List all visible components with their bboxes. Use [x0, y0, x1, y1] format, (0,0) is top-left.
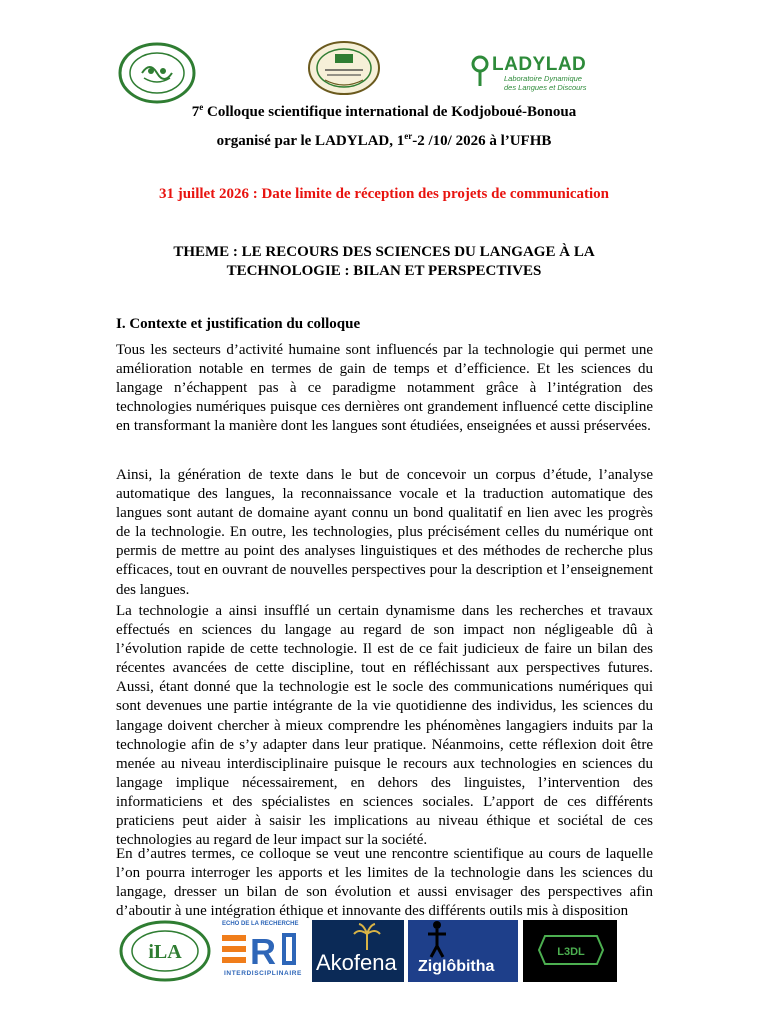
ladylad-name: LADYLAD — [492, 54, 587, 75]
theme-heading: THEME : LE RECOURS DES SCIENCES DU LANGAGE À LA TECHNOLOGIE : BILAN ET PERSPECTIVES — [173, 244, 595, 279]
ziglobitha-text: Ziglôbitha — [418, 958, 495, 975]
deadline-notice: 31 juillet 2026 : Date limite de réception des projets de communication — [158, 186, 610, 202]
paragraph: La technologie a ainsi insufflé un certain dynamisme dans les recherches et travaux effectués en sciences du langage au regard de son impact non négligeable dû à l’évolution rapide de cette technologie. Il est de ce fait judicieux de faire un bilan des récentes avancées de cette discipline, tout en réfléchissant aux perspectives futures. Aussi, étant donné que la technologie est le socle des communications numériques qui sont devenues une partie intégrante de la vie quotidienne des individus, les sciences du langage doivent chercher à mieux comprendre les phénomènes langagiers induits par la technologie afin de s’y adapter dans leur pratique. Néanmoins, cette réflexion doit être menée au niveau interdisciplinaire puisque le recours aux technologies en sciences du langage implique nécessairement, en dehors des linguistes, l’intervention des informaticiens et des spécialistes en sciences sociales. L’apport de ces différents praticiens peut aider à saisir les implications au niveau éthique et sociétal de ces technologies au regard de leur impact sur la société. — [116, 603, 653, 849]
ladylad-subtitle: Laboratoire Dynamique des Langues et Discours — [504, 74, 587, 92]
figure-icon — [422, 920, 452, 958]
svg-text:L3DL: L3DL — [557, 946, 585, 958]
ladylad-logo — [470, 54, 590, 94]
akofena-logo — [312, 920, 404, 982]
eri-bottom-text: INTERDISCIPLINAIRE — [224, 970, 302, 977]
ziglobitha-logo — [408, 920, 518, 982]
section-title: I. Contexte et justification du colloque — [116, 316, 361, 332]
l3dl-emblem-icon — [523, 920, 617, 982]
eri-top-text: ECHO DE LA RECHERCHE — [222, 921, 299, 927]
eri-letters-icon — [218, 929, 308, 969]
footer-logos — [0, 920, 768, 982]
palm-tree-icon — [352, 922, 382, 952]
header-logos — [0, 40, 768, 102]
colloquium-title: 7e Colloque scientifique international de Kodjoboué-Bonoua — [191, 102, 577, 120]
paragraph: Tous les secteurs d’activité humaine sont influencés par la technologie qui permet une amélioration notable en termes de gain de temps et d’efficience. Et les sciences du langage n’échappent pas à ce paradigme notamment grâce à l’intégration des technologies numériques puisque ces dernières ont grandement influencé cette discipline en transformant la manière dont les langues sont étudiées, enseignées et aussi préservées. — [116, 342, 653, 435]
organizer-line: organisé par le LADYLAD, 1er-2 /10/ 2026 à l’UFHB — [216, 131, 552, 149]
paragraph: En d’autres termes, ce colloque se veut une rencontre scientifique au cours de laquelle l’on pourra interroger les apports et les limites de la technologie dans les sciences du langage, dresser un bilan de son évolution et aussi envisager des perspectives afin d’aboutir à une intégration éthique et innovante des différents outils mis à disposition — [116, 846, 653, 920]
ufhb-seal-icon — [118, 42, 196, 104]
ufr-seal-icon — [307, 40, 381, 96]
paragraph: Ainsi, la génération de texte dans le but de concevoir un corpus d’étude, l’analyse automatique des langues, la reconnaissance vocale et la traduction automatique des langues sont autant de domaine ayant connu un bond qualitatif en lien avec les progrès de la technologie. En outre, les technologies, plus précisément celles du numérique ont permis de mettre au point des analyses linguistiques et des méthodes de recherche plus efficaces, tout en ouvrant de nouvelles perspectives pour la description et l’enseignement des langues. — [116, 467, 653, 598]
svg-text:iLA: iLA — [148, 941, 182, 963]
akofena-text: Akofena — [316, 950, 397, 975]
svg-text:R: R — [250, 931, 276, 969]
ufhb-ila-seal-icon — [118, 920, 212, 982]
magnifier-icon — [470, 54, 492, 88]
eri-logo — [218, 920, 308, 982]
